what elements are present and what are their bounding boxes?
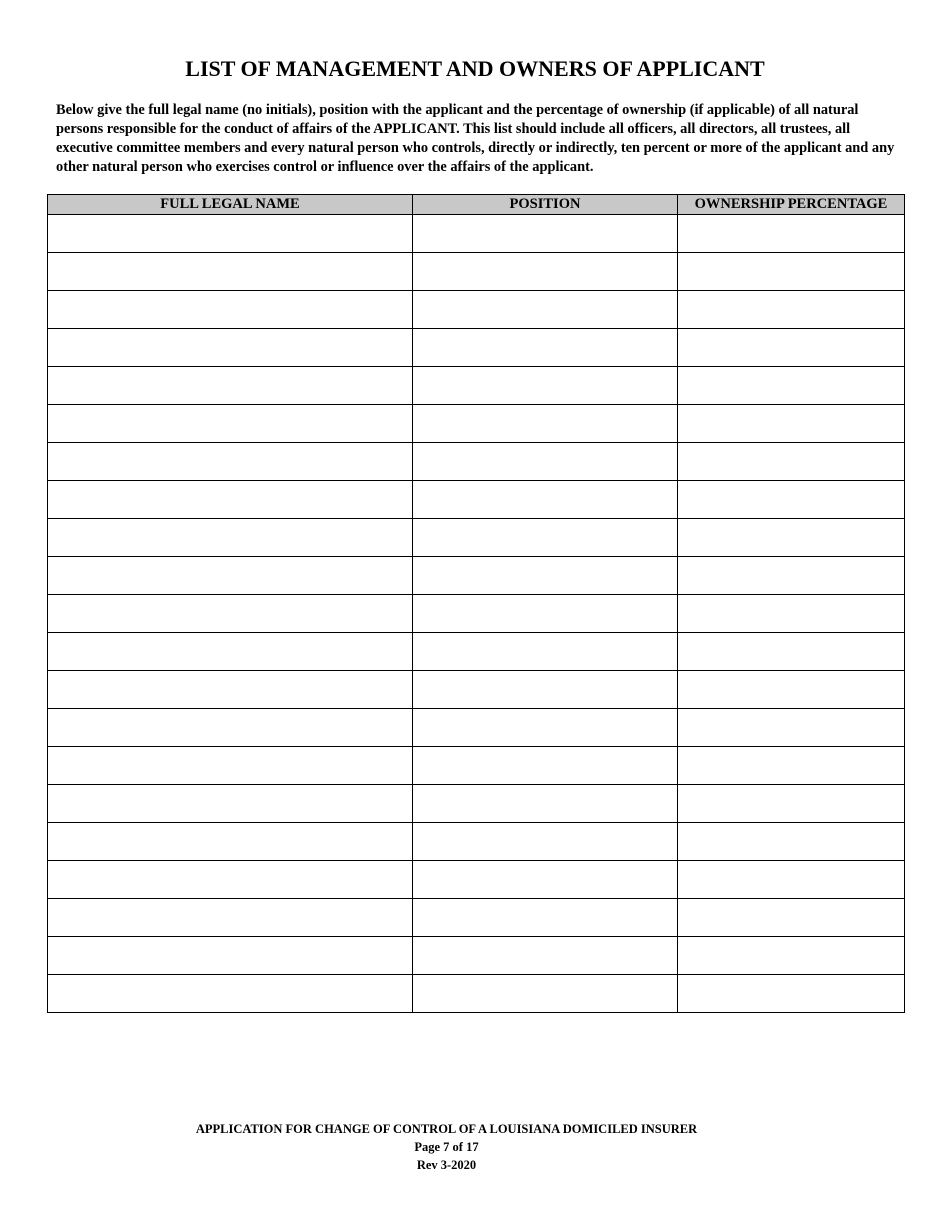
ownership-cell[interactable]	[678, 405, 905, 443]
name-cell[interactable]	[48, 291, 413, 329]
table-row	[48, 671, 905, 709]
ownership-cell[interactable]	[678, 481, 905, 519]
footer-page-number: Page 7 of 17	[414, 1140, 479, 1154]
name-cell[interactable]	[48, 519, 413, 557]
position-cell[interactable]	[413, 557, 678, 595]
name-cell[interactable]	[48, 481, 413, 519]
name-cell[interactable]	[48, 975, 413, 1013]
position-cell[interactable]	[413, 329, 678, 367]
table-row	[48, 633, 905, 671]
table-row	[48, 899, 905, 937]
ownership-cell[interactable]	[678, 367, 905, 405]
header-full-legal-name: FULL LEGAL NAME	[48, 195, 413, 215]
table-row	[48, 253, 905, 291]
name-cell[interactable]	[48, 557, 413, 595]
ownership-cell[interactable]	[678, 215, 905, 253]
table-row	[48, 595, 905, 633]
position-cell[interactable]	[413, 291, 678, 329]
table-row	[48, 785, 905, 823]
table-row	[48, 557, 905, 595]
ownership-cell[interactable]	[678, 785, 905, 823]
ownership-cell[interactable]	[678, 975, 905, 1013]
management-owners-table	[47, 194, 905, 1013]
ownership-cell[interactable]	[678, 329, 905, 367]
footer-form-title: APPLICATION FOR CHANGE OF CONTROL OF A LOUISIANA DOMICILED INSURER	[195, 1122, 698, 1136]
ownership-cell[interactable]	[678, 633, 905, 671]
instructions-paragraph: Below give the full legal name (no initials), position with the applicant and the percentage of ownership (if applicable) of all natural persons responsible for the conduct of affairs of the APPLICANT. This list should include all officers, all directors, all trustees, all executive committee members and every natural person who controls, directly or indirectly, ten percent or more of the applicant and any other natural person who exercises control or influence over the affairs of the applicant.	[56, 102, 895, 175]
table-row	[48, 823, 905, 861]
position-cell[interactable]	[413, 443, 678, 481]
header-position: POSITION	[413, 195, 678, 215]
table-row	[48, 747, 905, 785]
name-cell[interactable]	[48, 671, 413, 709]
ownership-cell[interactable]	[678, 519, 905, 557]
ownership-cell[interactable]	[678, 899, 905, 937]
page-title: LIST OF MANAGEMENT AND OWNERS OF APPLICANT	[185, 56, 765, 81]
table-row	[48, 329, 905, 367]
name-cell[interactable]	[48, 367, 413, 405]
name-cell[interactable]	[48, 633, 413, 671]
position-cell[interactable]	[413, 671, 678, 709]
name-cell[interactable]	[48, 785, 413, 823]
name-cell[interactable]	[48, 443, 413, 481]
position-cell[interactable]	[413, 785, 678, 823]
table-row	[48, 861, 905, 899]
position-cell[interactable]	[413, 899, 678, 937]
position-cell[interactable]	[413, 253, 678, 291]
ownership-cell[interactable]	[678, 823, 905, 861]
table-row	[48, 519, 905, 557]
ownership-cell[interactable]	[678, 747, 905, 785]
table-row	[48, 481, 905, 519]
name-cell[interactable]	[48, 253, 413, 291]
ownership-cell[interactable]	[678, 443, 905, 481]
position-cell[interactable]	[413, 367, 678, 405]
name-cell[interactable]	[48, 899, 413, 937]
table-row	[48, 937, 905, 975]
name-cell[interactable]	[48, 747, 413, 785]
name-cell[interactable]	[48, 823, 413, 861]
ownership-cell[interactable]	[678, 557, 905, 595]
name-cell[interactable]	[48, 937, 413, 975]
table-row	[48, 443, 905, 481]
position-cell[interactable]	[413, 481, 678, 519]
position-cell[interactable]	[413, 861, 678, 899]
ownership-cell[interactable]	[678, 291, 905, 329]
table-row	[48, 709, 905, 747]
name-cell[interactable]	[48, 709, 413, 747]
position-cell[interactable]	[413, 405, 678, 443]
position-cell[interactable]	[413, 519, 678, 557]
table-row	[48, 291, 905, 329]
ownership-cell[interactable]	[678, 709, 905, 747]
table-row	[48, 975, 905, 1013]
table-body	[48, 215, 905, 1013]
position-cell[interactable]	[413, 595, 678, 633]
position-cell[interactable]	[413, 747, 678, 785]
table-row	[48, 367, 905, 405]
header-ownership-percentage: OWNERSHIP PERCENTAGE	[678, 195, 905, 215]
footer-revision: Rev 3-2020	[416, 1158, 477, 1172]
position-cell[interactable]	[413, 709, 678, 747]
name-cell[interactable]	[48, 595, 413, 633]
ownership-cell[interactable]	[678, 595, 905, 633]
name-cell[interactable]	[48, 215, 413, 253]
table-row	[48, 215, 905, 253]
ownership-cell[interactable]	[678, 937, 905, 975]
ownership-cell[interactable]	[678, 671, 905, 709]
table-row	[48, 405, 905, 443]
ownership-cell[interactable]	[678, 861, 905, 899]
position-cell[interactable]	[413, 975, 678, 1013]
table-header-row	[48, 195, 905, 215]
name-cell[interactable]	[48, 405, 413, 443]
name-cell[interactable]	[48, 329, 413, 367]
position-cell[interactable]	[413, 215, 678, 253]
name-cell[interactable]	[48, 861, 413, 899]
position-cell[interactable]	[413, 937, 678, 975]
position-cell[interactable]	[413, 633, 678, 671]
position-cell[interactable]	[413, 823, 678, 861]
ownership-cell[interactable]	[678, 253, 905, 291]
